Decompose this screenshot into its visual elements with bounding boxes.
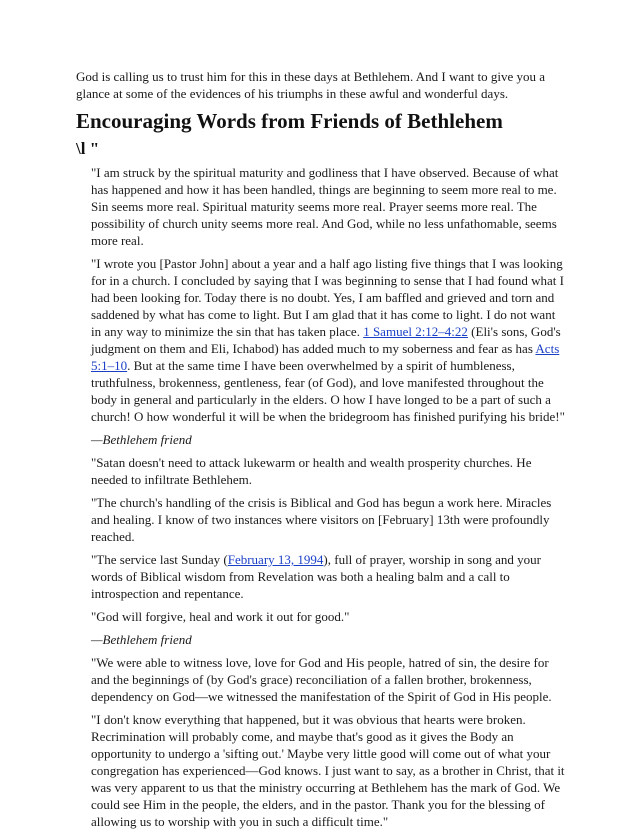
quote-2-text-a: "I wrote you [Pastor John] about a year and a half ago listing five things that I was looking for in a church. I concluded by saying that I was beginning to sense that I had found what I had been looking for. Today there is no doubt. Yes, I am baffled and grieved and torn and saddened by what has come to light. But I am glad that it has come to light. I do not want in any way to minimize the sin that has taken place. bbox=[91, 256, 564, 339]
quote-5-text-b: ), full of prayer, worship in song and your words of Biblical wisdom from Revelation was both a healing balm and a call to introspection and repentance. bbox=[91, 552, 541, 601]
attribution-2: —Bethlehem friend bbox=[91, 632, 192, 647]
sub-heading: \l " bbox=[76, 139, 100, 158]
quotes-block bbox=[91, 164, 568, 830]
quote-8: "I don't know everything that happened, but it was obvious that hearts were broken. Recrimination will probably come, and maybe that's good as it gives the Body an opportunity to undergo a 'sifting out.' Maybe very little good will come out of what your congregation has experienced—God knows. I just want to say, as a brother in Christ, that it was very apparent to us that the ministry occurring at Bethlehem has the mark of God. We could see Him in the people, the elders, and in the pastor. Thank you for the blessing of allowing us to worship with you in such a difficult time." bbox=[91, 712, 565, 829]
intro-paragraph: God is calling us to trust him for this in these days at Bethlehem. And I want to give you a glance at some of the evidences of his triumphs in these awful and wonderful days. bbox=[76, 69, 546, 101]
quote-2-text-c: . But at the same time I have been overwhelmed by a spirit of humbleness, truthfulness, brokenness, gentleness, fear (of God), and love manifested throughout the body in general and particularly in the elders. O how I have longed to be a part of such a church! O how wonderful it will be when the bridegroom has finished purifying his bride!" bbox=[91, 358, 565, 424]
scripture-link-acts[interactable]: Acts 5:1–10 bbox=[91, 341, 560, 373]
quote-2-text-b: (Eli's sons, God's judgment on them and Eli, Ichabod) has added much to my soberness and fear as has bbox=[91, 324, 561, 356]
quote-5-text-a: "The service last Sunday ( bbox=[91, 552, 228, 567]
quote-7: "We were able to witness love, love for God and His people, hatred of sin, the desire for and the beginnings of (by God's grace) reconciliation of a fallen brother, brokenness, dependency on God—we witnessed the manifestation of the Spirit of God in His people. bbox=[91, 655, 552, 704]
sermon-date-link[interactable]: February 13, 1994 bbox=[227, 552, 324, 567]
document-page bbox=[76, 68, 568, 836]
section-heading: Encouraging Words from Friends of Bethlehem bbox=[76, 109, 503, 133]
quote-2 bbox=[91, 255, 568, 425]
quote-4: "The church's handling of the crisis is Biblical and God has begun a work here. Miracles and healing. I know of two instances where visitors on [February] 13th were profoundly reached. bbox=[91, 495, 552, 544]
quote-3: "Satan doesn't need to attack lukewarm or health and wealth prosperity churches. He needed to infiltrate Bethlehem. bbox=[91, 455, 532, 487]
quote-6: "God will forgive, heal and work it out for good." bbox=[91, 609, 350, 624]
attribution-1: —Bethlehem friend bbox=[91, 432, 192, 447]
quote-1: "I am struck by the spiritual maturity and godliness that I have observed. Because of what has happened and how it has been handled, things are beginning to seem more real to me. Sin seems more real. Spiritual maturity seems more real. Prayer seems more real. The possibility of church unity seems more real. And God, while no less unfathomable, seems more real. bbox=[91, 165, 559, 248]
scripture-link-1-samuel[interactable]: 1 Samuel 2:12–4:22 bbox=[363, 324, 468, 339]
quote-5 bbox=[91, 551, 568, 602]
